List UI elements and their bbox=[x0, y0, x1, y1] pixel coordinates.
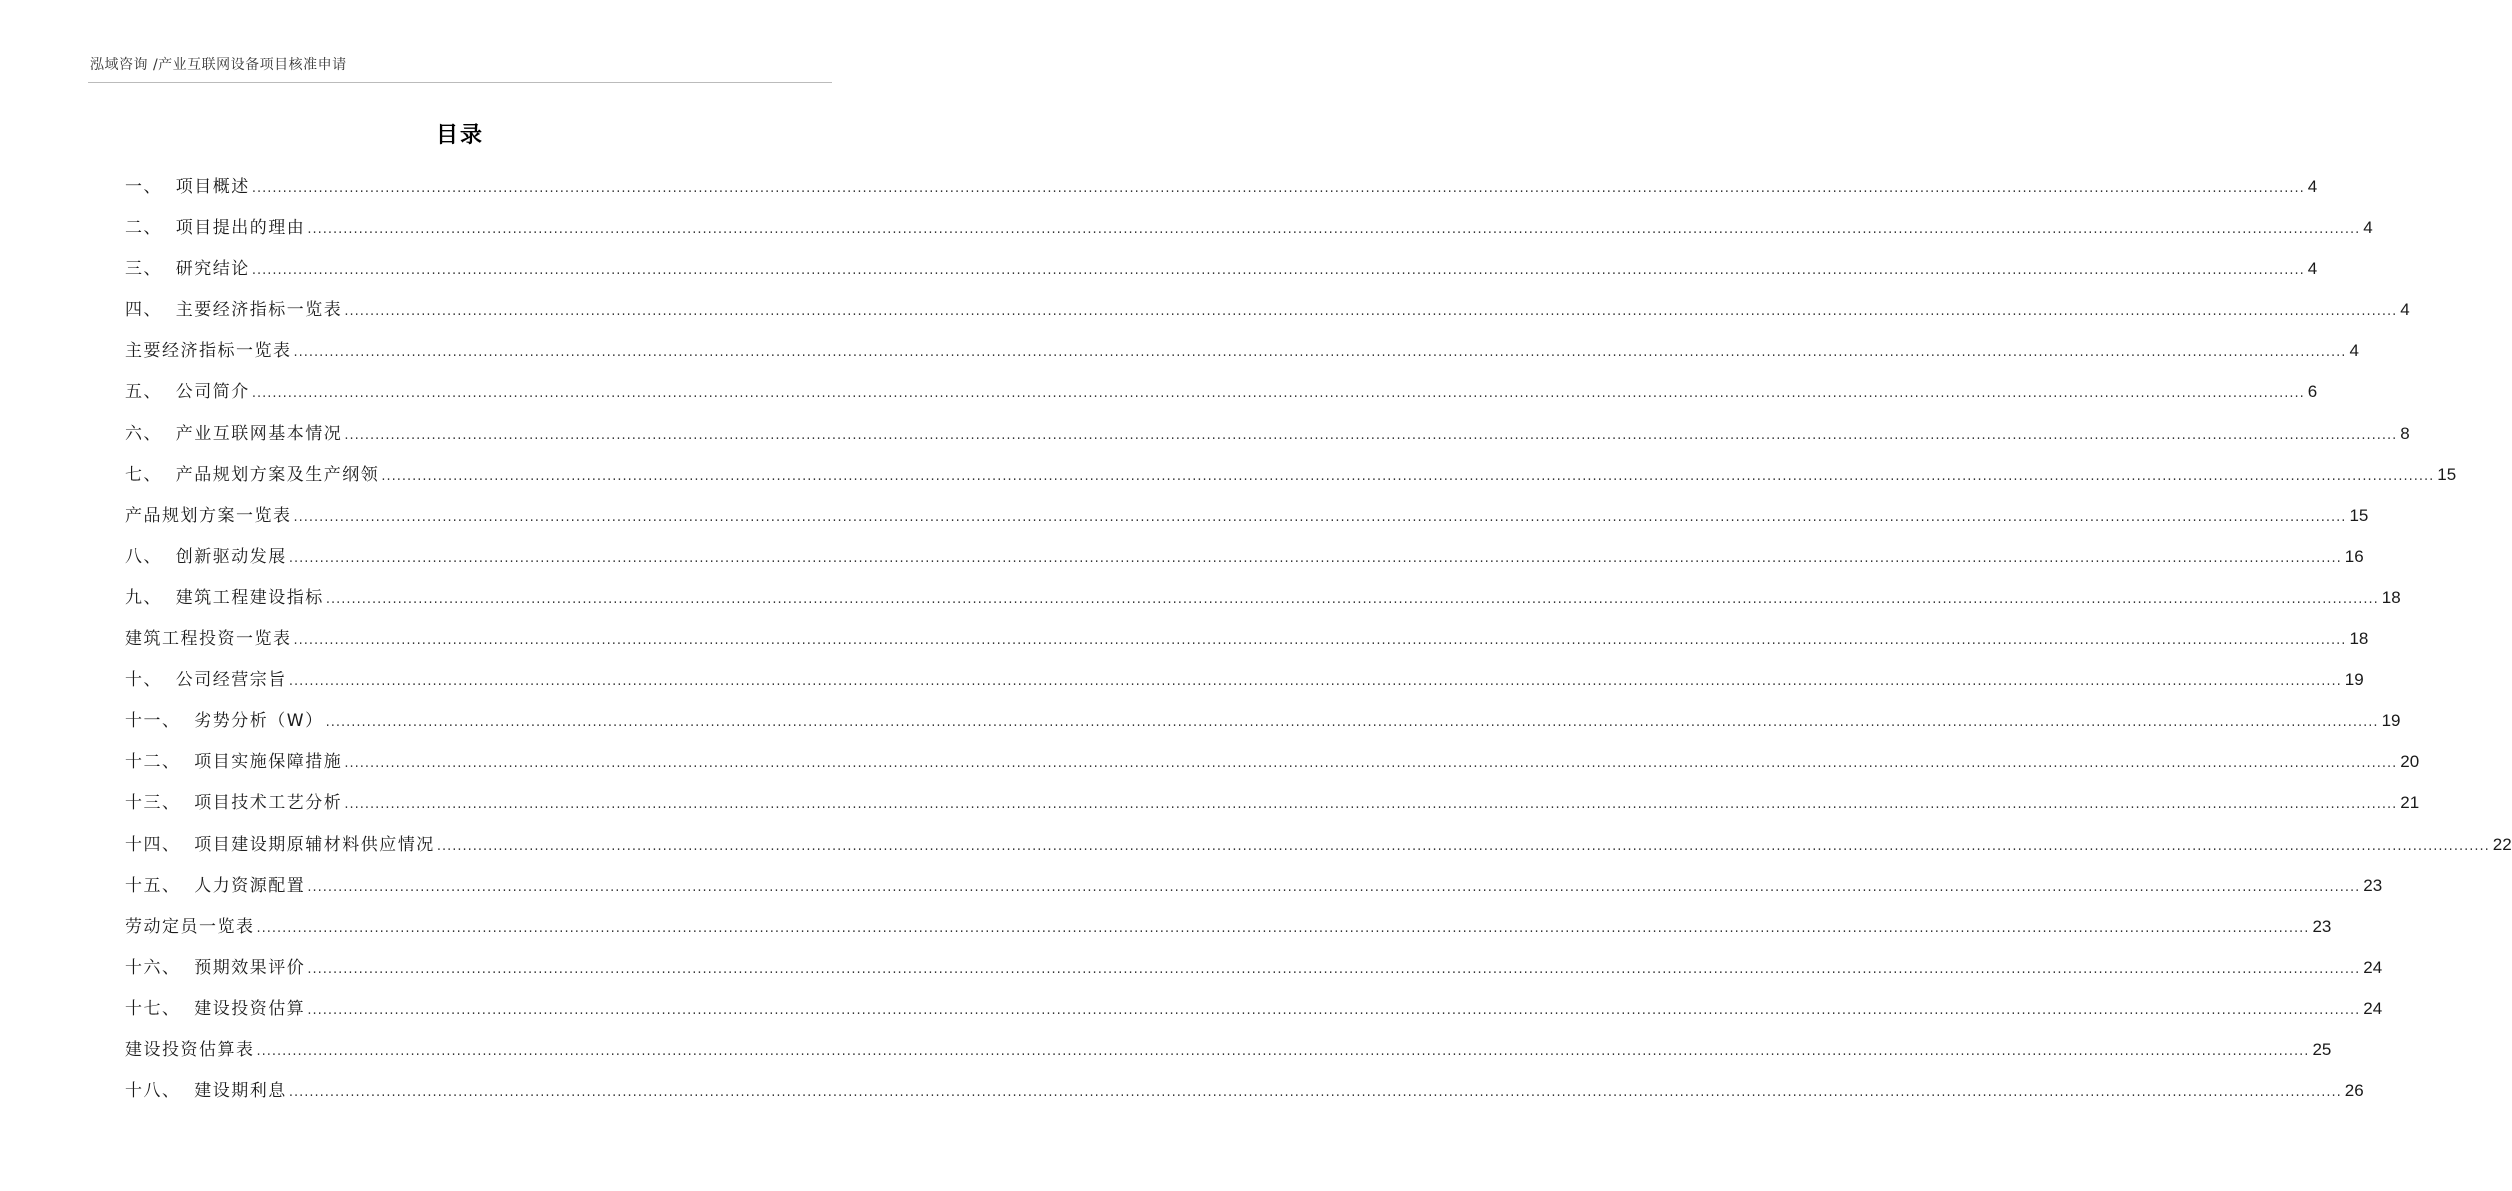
toc-entry[interactable] bbox=[125, 741, 2420, 782]
toc-entry-page: 25 bbox=[2312, 1039, 2332, 1059]
toc-entry[interactable] bbox=[125, 824, 2512, 865]
toc-entry[interactable] bbox=[125, 988, 2383, 1029]
toc-entry-page: 4 bbox=[2363, 218, 2373, 238]
toc-entry-page: 24 bbox=[2363, 998, 2383, 1018]
toc-dot-leader: ................................................................................................................................................................................................................................................................................................................................................................................................................ bbox=[293, 345, 2347, 361]
toc-dot-leader: ................................................................................................................................................................................................................................................................................................................................................................................................................ bbox=[251, 263, 2305, 279]
toc-entry[interactable] bbox=[125, 166, 2318, 207]
toc-entry-label: 二、 项目提出的理由 bbox=[125, 218, 306, 239]
toc-dot-leader: ................................................................................................................................................................................................................................................................................................................................................................................................................ bbox=[381, 468, 2435, 484]
toc-entry[interactable] bbox=[125, 659, 2364, 700]
toc-dot-leader: ................................................................................................................................................................................................................................................................................................................................................................................................................ bbox=[288, 674, 2342, 690]
toc-entry[interactable] bbox=[125, 1070, 2364, 1111]
toc-entry[interactable] bbox=[125, 495, 2369, 536]
toc-entry-label: 产品规划方案一览表 bbox=[125, 505, 292, 526]
toc-entry-page: 22 bbox=[2492, 834, 2512, 854]
toc-title: 目录 bbox=[435, 123, 484, 148]
toc-entry-label: 建设投资估算表 bbox=[125, 1039, 255, 1060]
toc-entry-label: 十六、 预期效果评价 bbox=[125, 957, 306, 978]
toc-entry[interactable] bbox=[125, 906, 2332, 947]
toc-entry-page: 4 bbox=[2307, 177, 2318, 196]
toc-entry-label: 劳动定员一览表 bbox=[125, 916, 255, 937]
toc-entry[interactable] bbox=[125, 700, 2401, 741]
toc-dot-leader: ................................................................................................................................................................................................................................................................................................................................................................................................................ bbox=[344, 756, 2398, 772]
toc-entry[interactable] bbox=[125, 865, 2383, 906]
toc-entry[interactable] bbox=[125, 207, 2373, 248]
toc-entry[interactable] bbox=[125, 454, 2457, 495]
toc-entry-label: 建筑工程投资一览表 bbox=[125, 629, 292, 650]
toc-entry-page: 15 bbox=[2437, 464, 2457, 484]
toc-entry-label: 一、 项目概述 bbox=[125, 177, 250, 197]
toc-entry-label: 十四、 项目建设期原辅材料供应情况 bbox=[125, 834, 435, 855]
toc-entry[interactable] bbox=[125, 618, 2369, 659]
toc-entry-page: 18 bbox=[2349, 629, 2369, 649]
toc-dot-leader: ................................................................................................................................................................................................................................................................................................................................................................................................................ bbox=[307, 879, 2361, 895]
toc-entry[interactable] bbox=[125, 947, 2383, 988]
toc-dot-leader: ................................................................................................................................................................................................................................................................................................................................................................................................................ bbox=[436, 838, 2490, 854]
toc-entry-page: 24 bbox=[2363, 957, 2383, 977]
toc-entry-label: 六、 产业互联网基本情况 bbox=[125, 423, 343, 444]
toc-entry-page: 19 bbox=[2381, 711, 2401, 731]
toc-entry-page: 6 bbox=[2307, 382, 2318, 402]
toc-entry[interactable] bbox=[125, 289, 2410, 330]
toc-dot-leader: ................................................................................................................................................................................................................................................................................................................................................................................................................ bbox=[307, 961, 2361, 977]
toc-entry-label: 五、 公司简介 bbox=[125, 382, 250, 403]
toc-entry-label: 九、 建筑工程建设指标 bbox=[125, 587, 324, 608]
toc-entry-page: 18 bbox=[2381, 587, 2401, 607]
toc-dot-leader: ................................................................................................................................................................................................................................................................................................................................................................................................................ bbox=[325, 591, 2379, 607]
toc-entry-page: 23 bbox=[2363, 875, 2383, 895]
toc-dot-leader: ................................................................................................................................................................................................................................................................................................................................................................................................................ bbox=[288, 1085, 2342, 1101]
toc-list bbox=[125, 166, 2512, 1111]
toc-entry[interactable] bbox=[125, 577, 2401, 618]
toc-entry-label: 十三、 项目技术工艺分析 bbox=[125, 793, 343, 814]
toc-dot-leader: ................................................................................................................................................................................................................................................................................................................................................................................................................ bbox=[344, 427, 2398, 443]
toc-dot-leader: ................................................................................................................................................................................................................................................................................................................................................................................................................ bbox=[251, 386, 2305, 402]
toc-dot-leader: ................................................................................................................................................................................................................................................................................................................................................................................................................ bbox=[293, 633, 2347, 649]
toc-entry-page: 4 bbox=[2349, 341, 2359, 361]
toc-entry-page: 23 bbox=[2312, 916, 2332, 936]
toc-entry-label: 十八、 建设期利息 bbox=[125, 1081, 287, 1102]
toc-entry-page: 20 bbox=[2400, 752, 2420, 772]
toc-entry[interactable] bbox=[125, 536, 2364, 577]
toc-entry-label: 十、 公司经营宗旨 bbox=[125, 670, 287, 691]
toc-dot-leader: ................................................................................................................................................................................................................................................................................................................................................................................................................ bbox=[307, 1002, 2361, 1018]
toc-entry-page: 4 bbox=[2400, 300, 2410, 320]
toc-entry-page: 21 bbox=[2400, 793, 2420, 813]
toc-entry[interactable] bbox=[125, 782, 2420, 823]
toc-entry-label: 三、 研究结论 bbox=[125, 259, 250, 280]
toc-dot-leader: ................................................................................................................................................................................................................................................................................................................................................................................................................ bbox=[293, 509, 2347, 525]
header-divider bbox=[88, 82, 832, 83]
toc-entry-page: 15 bbox=[2349, 505, 2369, 525]
page-header: 泓域咨询 /产业互联网设备项目核准申请 bbox=[90, 57, 347, 73]
toc-dot-leader: ................................................................................................................................................................................................................................................................................................................................................................................................................ bbox=[307, 222, 2361, 238]
toc-dot-leader: ................................................................................................................................................................................................................................................................................................................................................................................................................ bbox=[256, 920, 2310, 936]
toc-entry-label: 十二、 项目实施保障措施 bbox=[125, 752, 343, 773]
toc-dot-leader: ................................................................................................................................................................................................................................................................................................................................................................................................................ bbox=[325, 715, 2379, 731]
toc-entry[interactable] bbox=[125, 248, 2318, 289]
toc-entry[interactable] bbox=[125, 1029, 2332, 1070]
toc-entry-page: 8 bbox=[2400, 423, 2410, 443]
toc-dot-leader: ................................................................................................................................................................................................................................................................................................................................................................................................................ bbox=[344, 304, 2398, 320]
toc-entry-page: 4 bbox=[2307, 259, 2318, 279]
toc-dot-leader: ................................................................................................................................................................................................................................................................................................................................................................................................................ bbox=[256, 1043, 2310, 1059]
toc-dot-leader: ................................................................................................................................................................................................................................................................................................................................................................................................................ bbox=[288, 550, 2342, 566]
toc-dot-leader: ................................................................................................................................................................................................................................................................................................................................................................................................................ bbox=[251, 181, 2305, 196]
toc-entry[interactable] bbox=[125, 413, 2410, 454]
toc-entry-label: 主要经济指标一览表 bbox=[125, 341, 292, 362]
toc-entry-label: 四、 主要经济指标一览表 bbox=[125, 300, 343, 321]
toc-entry-page: 16 bbox=[2344, 546, 2364, 566]
toc-entry[interactable] bbox=[125, 330, 2359, 371]
toc-entry-page: 26 bbox=[2344, 1081, 2364, 1101]
toc-entry-label: 七、 产品规划方案及生产纲领 bbox=[125, 464, 380, 485]
toc-entry-label: 十七、 建设投资估算 bbox=[125, 998, 306, 1019]
toc-dot-leader: ................................................................................................................................................................................................................................................................................................................................................................................................................ bbox=[344, 797, 2398, 813]
toc-entry-label: 十一、 劣势分析（W） bbox=[125, 711, 324, 732]
toc-entry[interactable] bbox=[125, 371, 2318, 412]
toc-entry-page: 19 bbox=[2344, 670, 2364, 690]
toc-entry-label: 八、 创新驱动发展 bbox=[125, 546, 287, 567]
toc-entry-label: 十五、 人力资源配置 bbox=[125, 875, 306, 896]
